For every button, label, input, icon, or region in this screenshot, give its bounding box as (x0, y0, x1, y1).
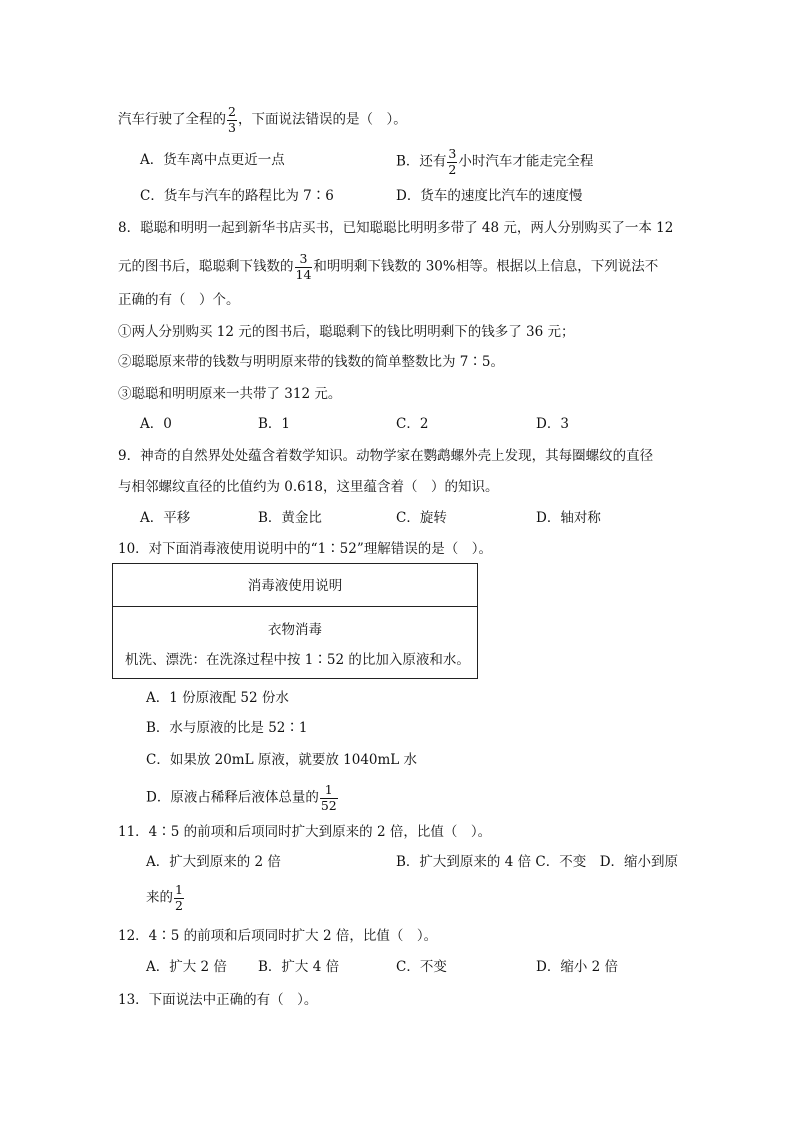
q7-option-d[interactable]: D．货车的速度比汽车的速度慢 (396, 188, 583, 204)
q8-stem-line3: 正确的有（ ）个。 (118, 292, 240, 308)
q7-option-a[interactable]: A．货车离中点更近一点 (140, 152, 285, 168)
q8-stem-line2 (118, 253, 658, 281)
q7-stem-text-end: ，下面说法错误的是（ ）。 (237, 111, 407, 128)
q11-option-d-continued[interactable] (146, 884, 185, 912)
instruction-box (112, 563, 478, 679)
q8-option-c[interactable]: C．2 (396, 416, 429, 432)
option-text: D．原液占稀释后液体总量的 (146, 789, 319, 806)
q7-option-b[interactable] (396, 148, 593, 176)
fraction-numerator: 1 (324, 782, 333, 797)
q7-stem-text: 汽车行驶了全程的 (118, 111, 226, 128)
fraction-denominator: 3 (228, 119, 236, 135)
fraction-numerator: 2 (228, 104, 236, 119)
q9-option-d[interactable]: D．轴对称 (536, 510, 601, 526)
q10-stem: 10．对下面消毒液使用说明中的“1∶52”理解错误的是（ ）。 (118, 541, 492, 557)
q12-stem: 12．4∶5 的前项和后项同时扩大 2 倍，比值（ ）。 (118, 928, 438, 944)
q11-stem: 11．4∶5 的前项和后项同时扩大到原来的 2 倍，比值（ ）。 (118, 824, 492, 840)
q12-option-b[interactable]: B．扩大 4 倍 (258, 959, 340, 975)
q7-stem (118, 106, 407, 134)
q8-stem-line1: 8．聪聪和明明一起到新华书店买书，已知聪聪比明明多带了 48 元，两人分别购买了一本 12 (118, 220, 674, 236)
q11-option-d-fraction (174, 884, 184, 912)
q11-option-a[interactable]: A．扩大到原来的 2 倍 (146, 854, 281, 870)
fraction-numerator: 3 (299, 251, 308, 266)
option-text: B．还有 (396, 153, 447, 170)
fraction-denominator: 14 (295, 266, 312, 282)
q8-stem-text-end: 和明明剩下钱数的 30%相等。根据以上信息，下列说法不 (313, 258, 659, 275)
q11-option-bcd[interactable]: B．扩大到原来的 4 倍 C．不变 D．缩小到原 (396, 854, 679, 870)
instruction-box-body: 机洗、漂洗：在洗涤过程中按 1∶52 的比加入原液和水。 (125, 652, 470, 668)
q12-option-d[interactable]: D．缩小 2 倍 (536, 959, 618, 975)
instruction-box-subtitle: 衣物消毒 (268, 622, 322, 638)
option-text-end: 小时汽车才能走完全程 (458, 153, 594, 170)
instruction-box-title: 消毒液使用说明 (247, 578, 343, 594)
option-text: 来的 (146, 889, 173, 906)
fraction-numerator: 1 (175, 882, 183, 897)
q13-stem: 13．下面说法中正确的有（ ）。 (118, 992, 318, 1008)
fraction-denominator: 2 (175, 897, 183, 913)
q8-fraction (295, 253, 313, 281)
q8-statement-2: ②聪聪原来带的钱数与明明原来带的钱数的简单整数比为 7∶5。 (118, 354, 504, 370)
fraction-numerator: 3 (448, 146, 457, 161)
q8-option-a[interactable]: A．0 (140, 416, 172, 432)
q9-option-b[interactable]: B．黄金比 (258, 510, 322, 526)
q8-option-d[interactable]: D．3 (536, 416, 569, 432)
q7-option-c[interactable]: C．货车与汽车的路程比为 7∶6 (140, 188, 334, 204)
q10-option-d[interactable] (146, 784, 339, 812)
q8-statement-1: ①两人分别购买 12 元的图书后，聪聪剩下的钱比明明剩下的钱多了 36 元； (118, 324, 575, 340)
q10-option-c[interactable]: C．如果放 20mL 原液，就要放 1040mL 水 (146, 752, 418, 768)
q9-stem-line1: 9．神奇的自然界处处蕴含着数学知识。动物学家在鹦鹉螺外壳上发现，其每圈螺纹的直径 (118, 448, 654, 464)
q12-option-c[interactable]: C．不变 (396, 959, 447, 975)
q7-fraction (227, 106, 237, 134)
q12-option-a[interactable]: A．扩大 2 倍 (146, 959, 227, 975)
q10-option-a[interactable]: A．1 份原液配 52 份水 (146, 690, 289, 706)
fraction-denominator: 52 (320, 797, 337, 813)
fraction-denominator: 2 (448, 161, 457, 177)
q9-option-a[interactable]: A．平移 (140, 510, 191, 526)
q8-statement-3: ③聪聪和明明原来一共带了 312 元。 (118, 386, 342, 402)
q8-stem-text: 元的图书后，聪聪剩下钱数的 (118, 258, 294, 275)
q10-option-b[interactable]: B．水与原液的比是 52∶1 (146, 720, 308, 736)
q9-option-c[interactable]: C．旋转 (396, 510, 447, 526)
instruction-box-divider (113, 606, 477, 607)
q8-option-b[interactable]: B．1 (258, 416, 291, 432)
q10-option-d-fraction (320, 784, 338, 812)
q9-stem-line2: 与相邻螺纹直径的比值约为 0.618，这里蕴含着（ ）的知识。 (118, 479, 499, 495)
q7-option-b-fraction (447, 148, 457, 176)
